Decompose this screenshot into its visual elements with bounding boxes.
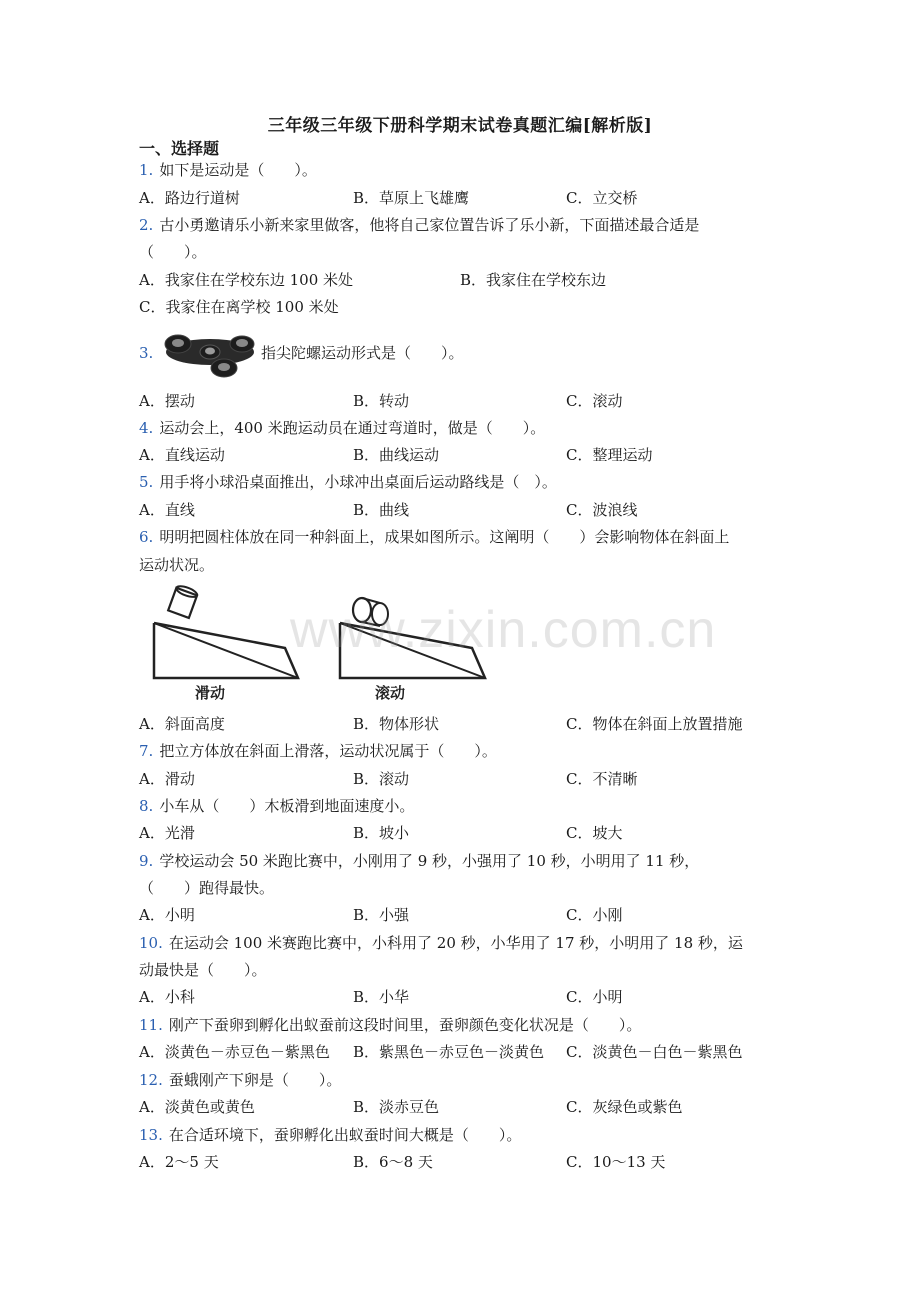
figure-label-right: 滚动: [375, 684, 406, 702]
fidget-spinner-image: [162, 328, 257, 380]
question-5: 5. 用手将小球沿桌面推出，小球冲出桌面后运动路线是（ ）。: [139, 473, 557, 491]
option-b: B．小强: [353, 906, 410, 924]
option-b: B．转动: [353, 392, 410, 410]
option-b: B．我家住在学校东边: [460, 271, 607, 289]
question-7: 7. 把立方体放在斜面上滑落，运动状况属于（ ）。: [139, 742, 497, 760]
option-c: C．10～13 天: [566, 1153, 666, 1171]
option-c: C．我家住在离学校 100 米处: [139, 298, 339, 316]
option-a: A．滑动: [139, 770, 195, 788]
option-b: B．6～8 天: [353, 1153, 433, 1171]
option-c: C．整理运动: [566, 446, 653, 464]
question-1: [139, 160, 317, 180]
question-3-text: 指尖陀螺运动形式是（ ）。: [261, 344, 464, 362]
section-heading: 一、选择题: [139, 139, 220, 158]
question-6: 6. 明明把圆柱体放在同一种斜面上，成果如图所示。这阐明（ ）会影响物体在斜面上: [139, 528, 730, 546]
option-c: C．物体在斜面上放置措施: [566, 715, 743, 733]
option-b: B．草原上飞雄鹰: [353, 189, 470, 207]
option-a: A．路边行道树: [139, 189, 240, 207]
option-c: C．小明: [566, 988, 623, 1006]
option-b: B．物体形状: [353, 715, 440, 733]
option-a: A．斜面高度: [139, 715, 225, 733]
option-c: C．不清晰: [566, 770, 638, 788]
question-text: 如下是运动是（ ）。: [159, 161, 317, 179]
option-b: B．紫黑色－赤豆色－淡黄色: [353, 1043, 545, 1061]
page-title: 三年级三年级下册科学期末试卷真题汇编[解析版]: [267, 116, 653, 136]
watermark: www.zixin.com.cn: [290, 601, 717, 659]
option-b: B．滚动: [353, 770, 410, 788]
option-c: C．滚动: [566, 392, 623, 410]
question-3-number: 3.: [139, 344, 154, 362]
question-2: [139, 215, 699, 235]
question-8: 8. 小车从（ ）木板滑到地面速度小。: [139, 797, 415, 815]
option-a: A．淡黄色或黄色: [139, 1098, 255, 1116]
option-a: A．直线: [139, 501, 195, 519]
option-a: A．小明: [139, 906, 195, 924]
option-c: C．波浪线: [566, 501, 638, 519]
incline-figure: [140, 578, 500, 708]
question-12: 12. 蚕蛾刚产下卵是（ ）。: [139, 1071, 342, 1089]
question-9-cont: （ ）跑得最快。: [139, 879, 275, 897]
option-b: B．曲线运动: [353, 446, 440, 464]
question-9: 9. 学校运动会 50 米跑比赛中，小刚用了 9 秒，小强用了 10 秒，小明用了 11 秒，: [139, 852, 700, 870]
option-b: B．坡小: [353, 824, 410, 842]
question-10: 10. 在运动会 100 米赛跑比赛中，小科用了 20 秒，小华用了 17 秒，小明用了 18 秒，运: [139, 934, 743, 952]
option-a: A．淡黄色－赤豆色－紫黑色: [139, 1043, 330, 1061]
option-a: A．我家住在学校东边 100 米处: [139, 271, 354, 289]
option-b: B．淡赤豆色: [353, 1098, 440, 1116]
question-2-cont: （ ）。: [139, 243, 207, 261]
question-6-cont: 运动状况。: [139, 556, 215, 574]
option-a: A．光滑: [139, 824, 195, 842]
question-text: 古小勇邀请乐小新来家里做客，他将自己家位置告诉了乐小新，下面描述最合适是: [159, 216, 700, 234]
option-a: A．小科: [139, 988, 195, 1006]
option-c: C．灰绿色或紫色: [566, 1098, 683, 1116]
figure-label-left: 滑动: [195, 684, 226, 702]
option-c: C．小刚: [566, 906, 623, 924]
question-10-cont: 动最快是（ ）。: [139, 961, 267, 979]
question-11: 11. 刚产下蚕卵到孵化出蚁蚕前这段时间里，蚕卵颜色变化状况是（ ）。: [139, 1016, 642, 1034]
question-number: 2.: [139, 216, 154, 234]
option-a: A．直线运动: [139, 446, 225, 464]
option-a: A．摆动: [139, 392, 195, 410]
option-c: C．坡大: [566, 824, 623, 842]
option-b: B．曲线: [353, 501, 410, 519]
question-number: 1.: [139, 161, 154, 179]
question-4: 4. 运动会上，400 米跑运动员在通过弯道时，做是（ ）。: [139, 419, 546, 437]
option-c: C．淡黄色－白色－紫黑色: [566, 1043, 743, 1061]
option-a: A．2～5 天: [139, 1153, 219, 1171]
option-b: B．小华: [353, 988, 410, 1006]
question-13: 13. 在合适环境下，蚕卵孵化出蚁蚕时间大概是（ ）。: [139, 1126, 522, 1144]
option-c: C．立交桥: [566, 189, 638, 207]
